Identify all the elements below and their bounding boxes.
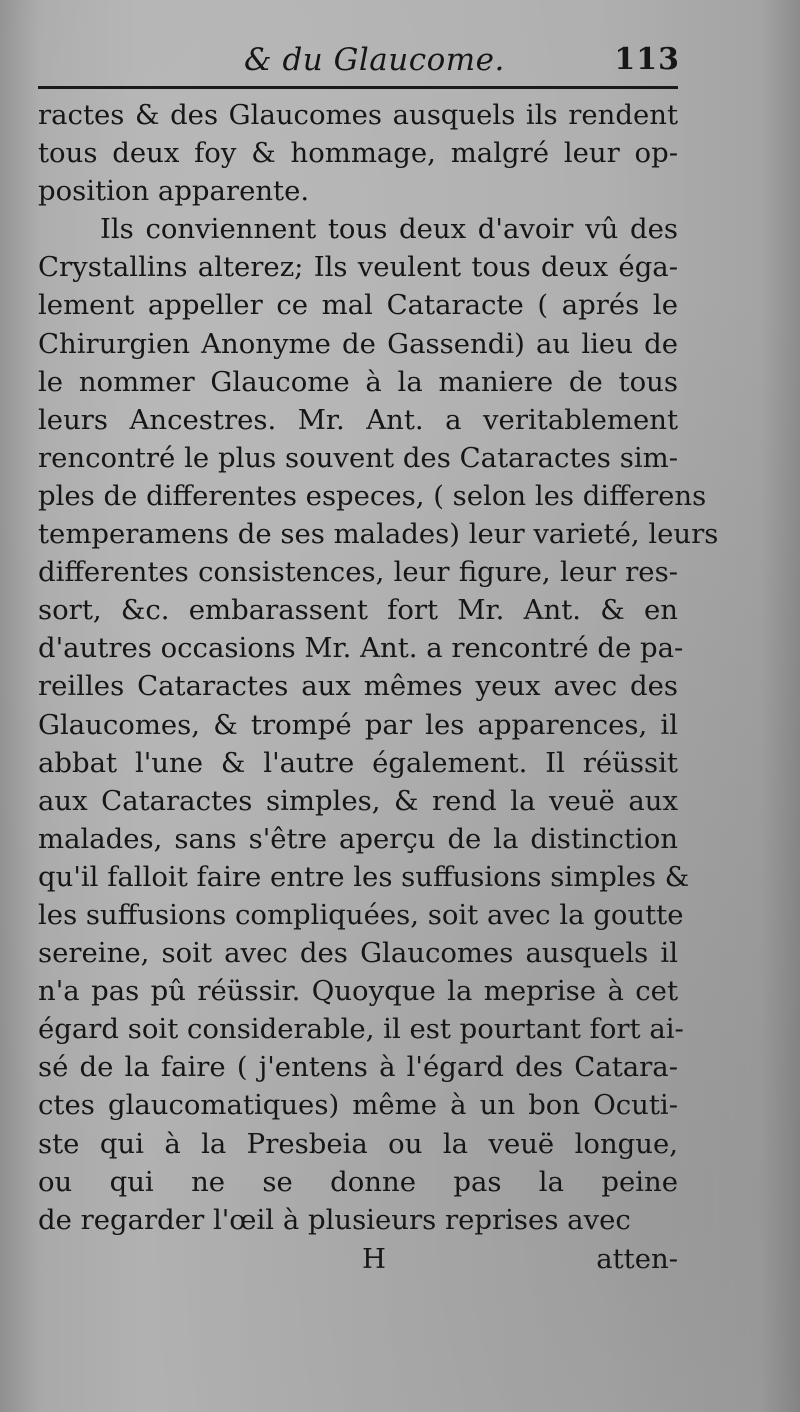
text-line: Glaucomes, & trompé par les apparences, il	[38, 708, 678, 741]
text-line: Ils conviennent tous deux d'avoir vû des	[100, 213, 678, 246]
running-title: & du Glaucome.	[244, 42, 505, 78]
text-line: sereine, soit avec des Glaucomes ausquels il	[38, 937, 678, 970]
text-line: qu'il falloit faire entre les suffusions simples &	[38, 860, 690, 893]
text-line: sort, &c. embarassent fort Mr. Ant. & en	[38, 594, 678, 627]
page-footer	[38, 1243, 678, 1283]
text-line: Chirurgien Anonyme de Gassendi) au lieu de	[38, 327, 678, 360]
paragraph	[38, 96, 678, 210]
text-line: temperamens de ses malades) leur varieté, leurs	[38, 518, 719, 551]
text-line: reilles Cataractes aux mêmes yeux avec des	[38, 670, 678, 703]
page-header	[38, 38, 678, 88]
text-line: ctes glaucomatiques) même à un bon Ocuti-	[38, 1089, 678, 1122]
text-line: n'a pas pû réüssir. Quoyque la meprise à cet	[38, 975, 678, 1008]
header-rule	[38, 86, 678, 89]
signature-mark: H	[362, 1243, 386, 1275]
text-line: sé de la faire ( j'entens à l'égard des Catara-	[38, 1051, 678, 1084]
text-line: rencontré le plus souvent des Cataractes sim-	[38, 441, 678, 474]
text-line: abbat l'une & l'autre également. Il réüssit	[38, 746, 678, 779]
text-line: ples de differentes especes, ( selon les differens	[38, 479, 707, 512]
paragraph	[38, 210, 719, 1239]
text-line: Crystallins alterez; Ils veulent tous deux éga-	[38, 251, 678, 284]
text-line: les suffusions compliquées, soit avec la goutte	[38, 898, 684, 931]
page-number: 113	[614, 42, 680, 77]
text-line: égard soit considerable, il est pourtant fort ai-	[38, 1013, 684, 1046]
text-line: ste qui à la Presbeia ou la veuë longue,	[38, 1127, 678, 1160]
text-line: position apparente.	[38, 175, 310, 208]
text-line: leurs Ancestres. Mr. Ant. a veritablement	[38, 403, 678, 436]
text-line: differentes consistences, leur figure, leur res-	[38, 556, 678, 589]
catchword: atten-	[596, 1243, 678, 1275]
text-line: ractes & des Glaucomes ausquels ils rendent	[38, 99, 678, 131]
text-line: le nommer Glaucome à la maniere de tous	[38, 365, 678, 398]
text-line: malades, sans s'être aperçu de la distinction	[38, 822, 678, 855]
text-line: d'autres occasions Mr. Ant. a rencontré de pa-	[38, 632, 684, 665]
text-line: ou qui ne se donne pas la peine	[38, 1165, 678, 1198]
text-line: lement appeller ce mal Cataracte ( aprés le	[38, 289, 678, 322]
text-line: de regarder l'œil à plusieurs reprises avec	[38, 1203, 631, 1236]
body-text	[38, 96, 719, 1239]
text-line: tous deux foy & hommage, malgré leur op-	[38, 137, 678, 170]
text-line: aux Cataractes simples, & rend la veuë aux	[38, 784, 678, 817]
